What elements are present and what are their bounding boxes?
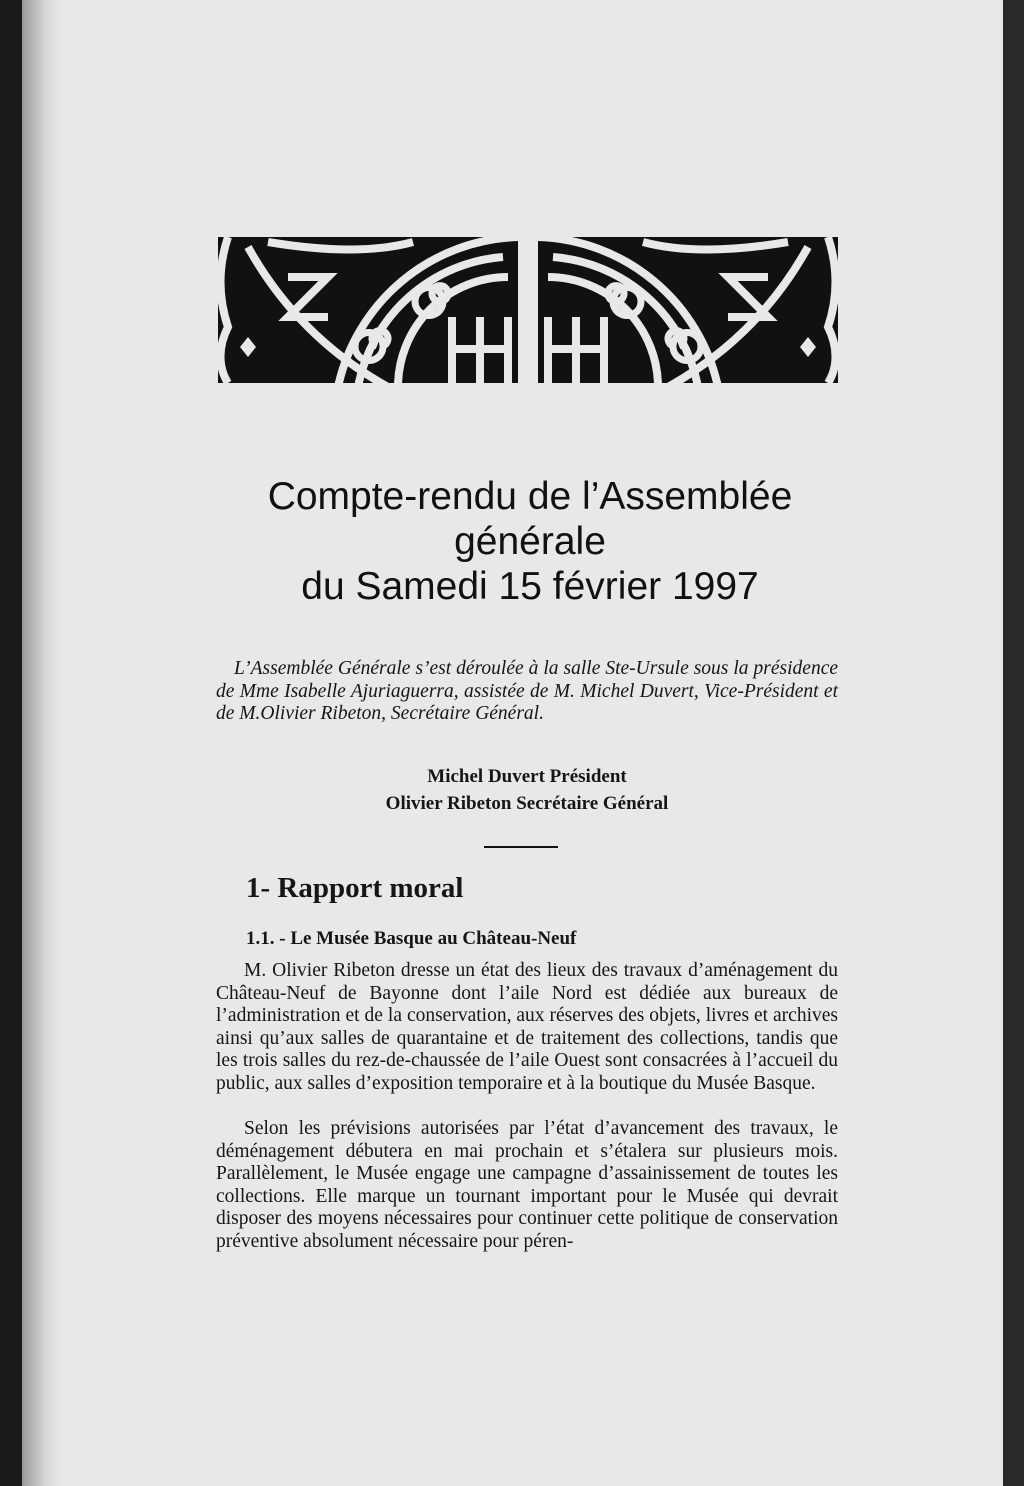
section-heading: 1- Rapport moral	[246, 872, 464, 904]
body-paragraph: M. Olivier Ribeton dresse un état des lieux des travaux d’aménagement du Château-Neuf de Bayonne dont l’aile Nord est dédiée aux bureaux de l’administration et de la conservation, aux réserves des objets, livres et archives ainsi qu’aux salles de quarantaine et de traitement des collections, tandis que les trois salles du rez-de-chaussée de l’aile Ouest sont consacrées à l’accueil du public, aux salles d’exposition temporaire et à la boutique du Musée Basque.	[216, 960, 838, 1094]
page-edge	[1003, 0, 1024, 1486]
body-paragraph: Selon les prévisions autorisées par l’état d’avancement des travaux, le déménagement débutera en mai prochain et s’étalera sur plusieurs mois. Parallèlement, le Musée engage une campagne d’assainissement de toutes les collections. Elle marque un tournant important pour le Musée qui devrait disposer des moyens nécessaires pour continuer cette politique de conservation préventive absolument nécessaire pour péren-	[216, 1118, 838, 1252]
title-line: du Samedi 15 février 1997	[301, 565, 759, 608]
decorative-ornament-band	[218, 237, 838, 383]
officer-secretary: Olivier Ribeton Secrétaire Général	[385, 793, 669, 814]
officers-block	[216, 763, 838, 817]
officer-president: Michel Duvert Président	[427, 766, 627, 787]
binding-shadow	[22, 0, 62, 1486]
subsection-heading: 1.1. - Le Musée Basque au Château-Neuf	[246, 928, 577, 949]
page-title	[150, 474, 910, 609]
title-line: Compte-rendu de l’Assemblée	[267, 475, 793, 518]
divider	[484, 846, 558, 848]
intro-paragraph: L’Assemblée Générale s’est déroulée à la salle Ste-Ursule sous la présidence de Mme Isabelle Ajuriaguerra, assistée de M. Michel Duvert, Vice-Président et de M.Olivier Ribeton, Secrétaire Général.	[216, 658, 838, 724]
document-page	[22, 0, 1006, 1486]
title-line: générale	[454, 520, 606, 563]
